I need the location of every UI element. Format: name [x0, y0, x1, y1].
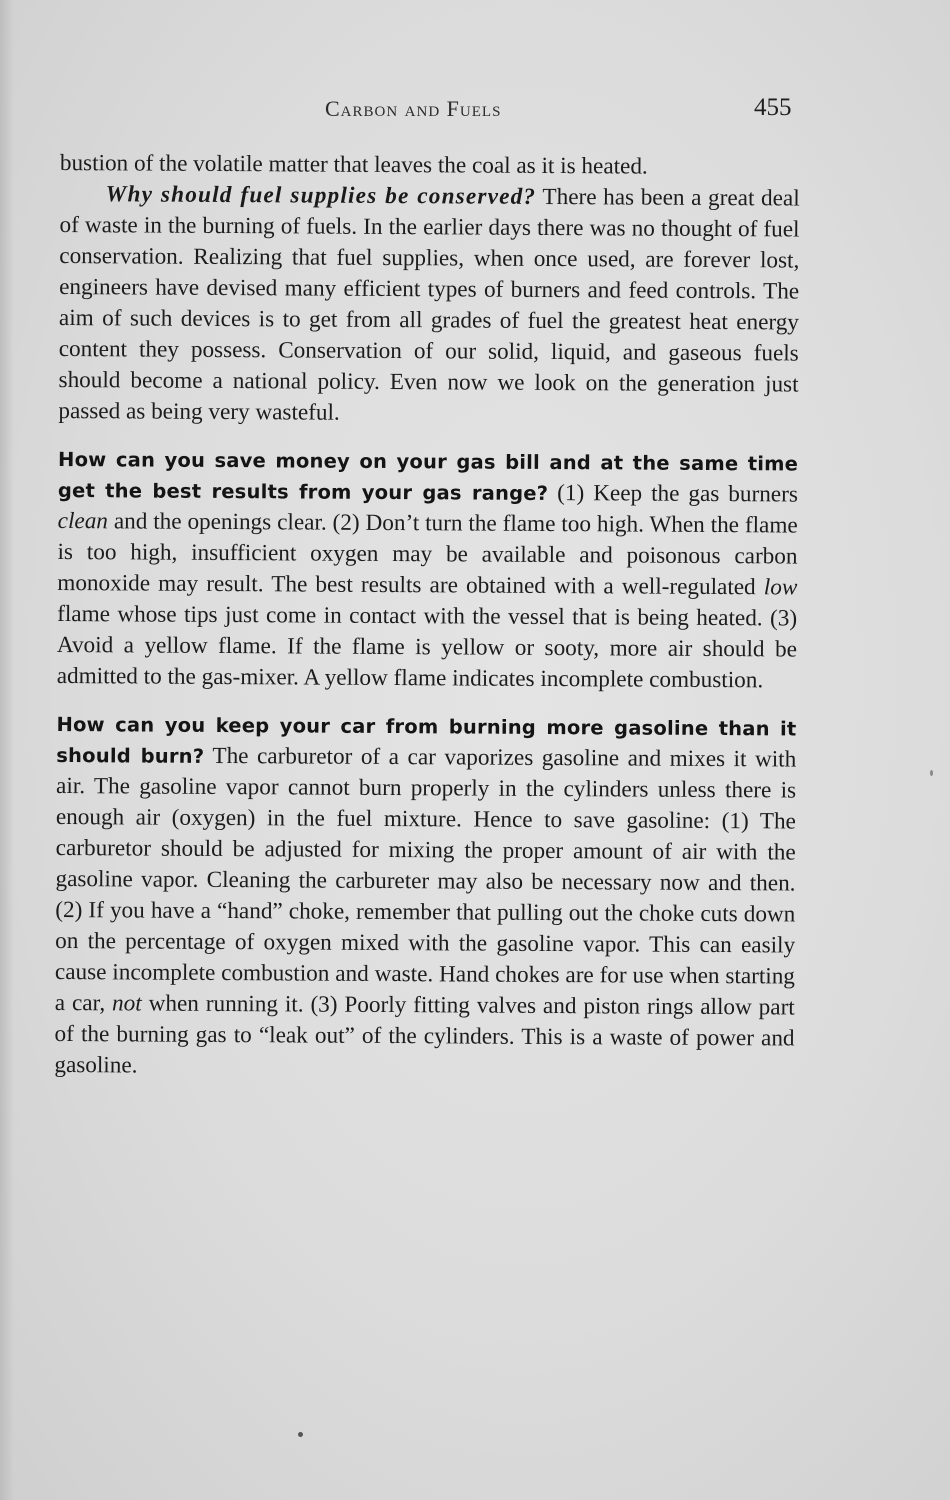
paragraph-text: flame whose tips just come in contact with the vessel that is being heated. (3) Avoid a yellow flame. If the flame is yellow or sooty, more air should be admitted to the gas-mixer. A yellow flame indicates incomplete combustion.	[56, 600, 798, 694]
paragraph-gas-bill	[57, 444, 799, 697]
emphasis-text: clean	[57, 507, 109, 535]
page-gutter-shadow	[0, 0, 14, 1500]
paper-speck	[298, 1432, 303, 1437]
body-text	[54, 148, 800, 1086]
paragraph-continuation	[60, 148, 800, 184]
emphasis-text: low	[763, 574, 798, 601]
page-number: 455	[754, 94, 792, 121]
paragraph-text: There has been a great deal of waste in the burning of fuels. In the earlier days there was no thought of fuel conservation. Realizing that fuel supplies, when once used, are forever lost, engineers have devised many efficient types of burners and feed controls. The aim of such devices is to get from all grades of fuel the greatest heat energy content they possess. Conservation of our solid, liquid, and gaseous fuels should become a national policy. Even now we look on the generation just passed as being very wasteful.	[58, 183, 800, 426]
question-heading: How can you keep your car from burning more gasoline than it should burn?	[56, 712, 797, 768]
question-heading: How can you save money on your gas bill and at the same time get the best results from your gas range?	[57, 447, 799, 505]
paragraph-car-gasoline	[54, 709, 796, 1086]
paragraph-text: when running it. (3) Poorly fitting valves and piston rings allow part of the burning gas to “leak out” of the cylinders. This is a waste of power and gasoline.	[54, 990, 795, 1079]
running-title: Carbon and Fuels	[325, 96, 502, 121]
paragraph-text: bustion of the volatile matter that leaves the coal as it is heated.	[59, 149, 648, 180]
question-heading: Why should fuel supplies be conserved?	[105, 181, 537, 210]
paper-speck	[930, 770, 933, 776]
emphasis-text: not	[112, 990, 142, 1017]
paragraph-text: (1) Keep the gas burners	[557, 480, 798, 508]
paragraph-fuel-conservation	[58, 179, 800, 432]
paragraph-text: and the openings clear. (2) Don’t turn the flame too high. When the flame is too high, insufficient oxygen may be available and poisonous carbon monoxide may result. The best results are obtained with a well-regulated	[57, 508, 798, 601]
paragraph-text: The carburetor of a car vaporizes gasoline and mixes it with air. The gasoline vapor cannot burn properly in the cylinders unless there is enough air (oxygen) in the fuel mixture. Hence to save gasoline: (1) The carburetor should be adjusted for mixing the proper amount of air with the gasoline vapor. Cleaning the carbureter may also be necessary now and then. (2) If you have a “hand” choke, remember that pulling out the choke cuts down on the percentage of oxygen mixed with the gasoline vapor. This can easily cause incomplete combustion and waste. Hand chokes are for use when starting a car,	[54, 742, 797, 1017]
running-head	[0, 92, 950, 126]
